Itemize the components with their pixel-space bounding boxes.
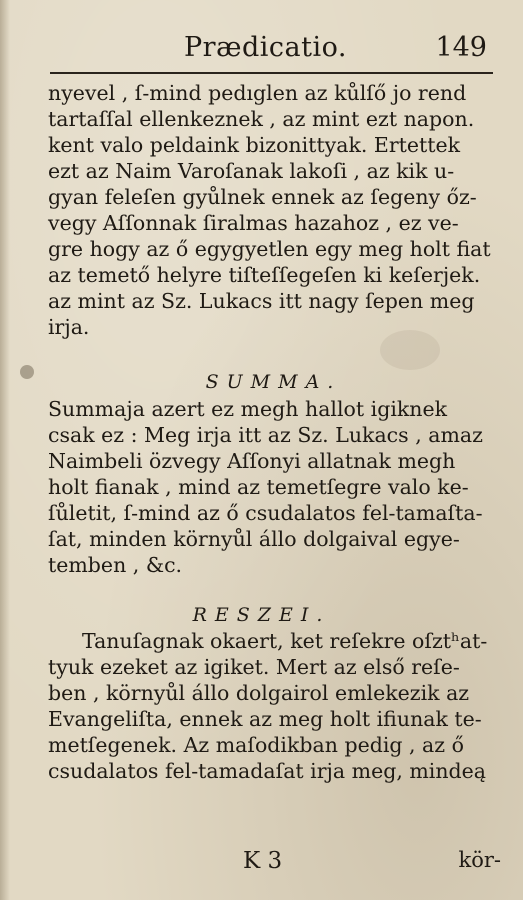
page-gutter-shadow	[0, 0, 10, 900]
paragraph-3	[48, 628, 498, 784]
text-line: vegy Aſſonnak ſiralmas hazahoz , ez ve-	[48, 211, 459, 235]
text-line: az temető helyre tiſteſſegeſen ki keſerjek.	[48, 263, 481, 287]
paragraph-1	[48, 80, 498, 340]
text-line: Summaja azert ez megh hallot igiknek	[48, 397, 448, 421]
text-line: tyuk ezeket az igiket. Mert az első reſe-	[48, 655, 460, 679]
text-line: tartaſſal ellenkeznek , az mint ezt napon.	[48, 107, 475, 131]
text-line: irja.	[48, 315, 90, 339]
text-line: metſegenek. Az maſodikban pedig , az ő	[48, 733, 464, 757]
text-line: holt fianak , mind az temetſegre valo ke-	[48, 475, 469, 499]
text-line: ſat, minden környůl állo dolgaival egye-	[48, 527, 460, 551]
section-heading-summa: SUMMA.	[205, 371, 342, 393]
text-line: kent valo peldaink bizonittyak. Ertettek	[48, 133, 461, 157]
page-header	[48, 30, 499, 70]
text-line: csudalatos fel-tamadaſat irja meg, mindeą	[48, 759, 487, 783]
text-line: ſůletit, ſ-mind az ő csudalatos fel-tamaſta-	[48, 501, 483, 525]
text-line: gyan feleſen gyůlnek ennek az ſegeny őz-	[48, 185, 477, 209]
page-number: 149	[435, 32, 487, 63]
text-line: ezt az Naim Varoſanak lakoſi , az kik u-	[48, 159, 455, 183]
text-line: nyevel , ſ-mind pedıglen az kůlſő jo rend	[48, 81, 467, 105]
text-line: Evangeliſta, ennek az meg holt ifiunak te-	[48, 707, 482, 731]
text-line: temben , &c.	[48, 553, 183, 577]
paragraph-2	[48, 396, 498, 578]
text-line: Naimbeli özvegy Aſſonyi allatnak megh	[48, 449, 456, 473]
page-footer	[0, 848, 523, 878]
running-head: Prædicatio.	[184, 32, 347, 63]
text-line: Tanuſagnak okaert, ket reſekre oſztʰat-	[82, 629, 488, 653]
section-heading-reszei: RESZEI.	[192, 604, 331, 626]
catchword: kör-	[458, 848, 501, 872]
text-line: gre hogy az ő egygyetlen egy meg holt fiat	[48, 237, 491, 261]
text-line: ben , környůl állo dolgairol emlekezik az	[48, 681, 470, 705]
header-rule	[50, 72, 493, 74]
text-line: az mint az Sz. Lukacs itt nagy ſepen meg	[48, 289, 475, 313]
text-line: csak ez : Meg irja itt az Sz. Lukacs , amaz	[48, 423, 483, 447]
signature-mark: K 3	[243, 848, 283, 874]
